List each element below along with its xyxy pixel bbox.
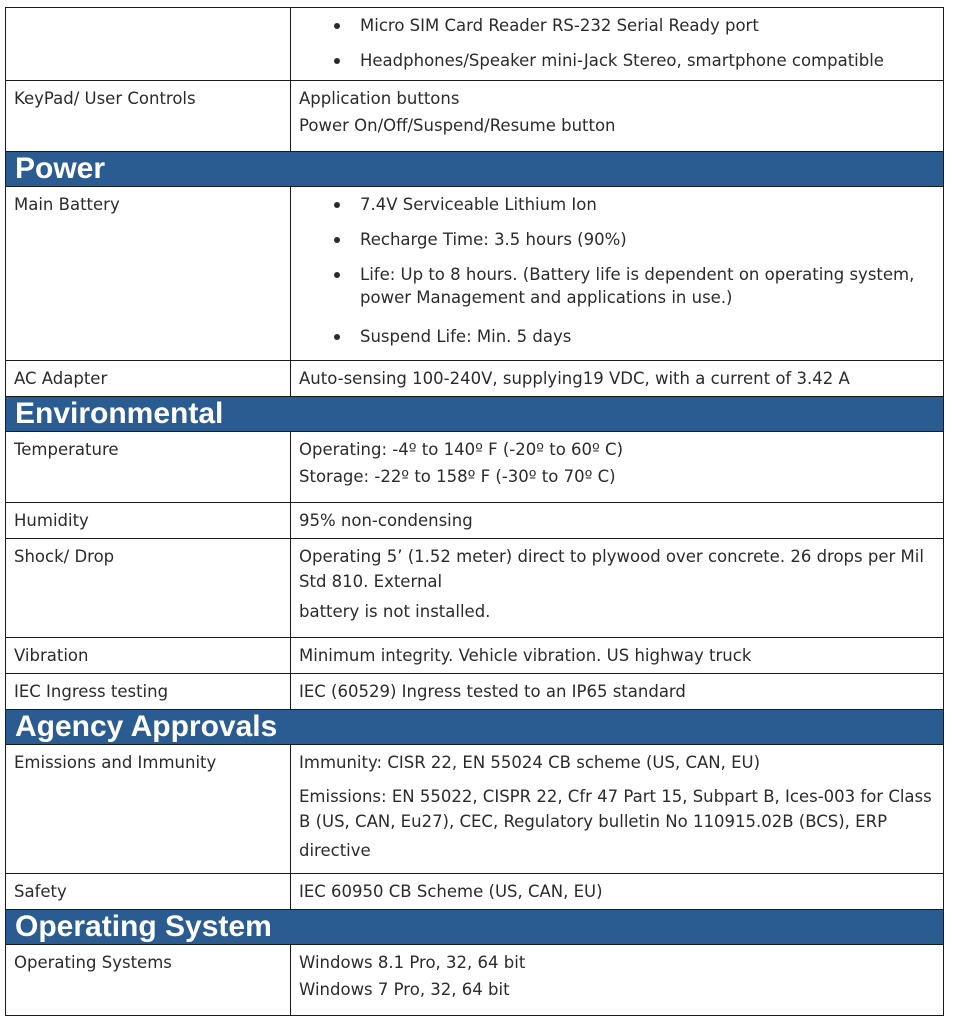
row-value: Immunity: CISR 22, EN 55024 CB scheme (US, CAN, EU) Emissions: EN 55022, CISPR 22, Cfr 47 Part 15, Subpart B, Ices-003 for Class B (US, CAN, Eu27), CEC, Regulatory bulletin No 110915.02B (BCS), ERP directive xyxy=(291,745,944,874)
section-header-agency-approvals xyxy=(6,710,944,745)
row-label: Vibration xyxy=(6,638,291,674)
table-row xyxy=(6,638,944,674)
row-label: Shock/ Drop xyxy=(6,539,291,638)
row-label: Operating Systems xyxy=(6,945,291,1016)
row-value: IEC 60950 CB Scheme (US, CAN, EU) xyxy=(291,874,944,910)
section-title: Power xyxy=(6,152,944,187)
row-label: Main Battery xyxy=(6,187,291,361)
row-label: IEC Ingress testing xyxy=(6,674,291,710)
row-label: AC Adapter xyxy=(6,361,291,397)
table-row xyxy=(6,945,944,1016)
row-value: Auto-sensing 100-240V, supplying19 VDC, with a current of 3.42 A xyxy=(291,361,944,397)
table-row xyxy=(6,81,944,152)
section-title: Environmental xyxy=(6,397,944,432)
row-value: 95% non-condensing xyxy=(291,503,944,539)
table-row xyxy=(6,874,944,910)
row-label: Humidity xyxy=(6,503,291,539)
table-row xyxy=(6,187,944,361)
row-value: Windows 8.1 Pro, 32, 64 bit Windows 7 Pro, 32, 64 bit xyxy=(291,945,944,1016)
row-label: Emissions and Immunity xyxy=(6,745,291,874)
table-row xyxy=(6,745,944,874)
bullet-icon xyxy=(334,23,340,29)
list-item: Recharge Time: 3.5 hours (90%) xyxy=(299,222,935,257)
row-value: Minimum integrity. Vehicle vibration. US highway truck xyxy=(291,638,944,674)
table-row xyxy=(6,674,944,710)
row-label: KeyPad/ User Controls xyxy=(6,81,291,152)
section-header-operating-system xyxy=(6,910,944,945)
bullet-icon xyxy=(334,58,340,64)
bullet-list xyxy=(299,8,935,78)
section-header-environmental xyxy=(6,397,944,432)
section-title: Agency Approvals xyxy=(6,710,944,745)
row-value xyxy=(291,81,944,152)
bullet-list xyxy=(299,187,935,354)
row-value: Operating 5’ (1.52 meter) direct to plywood over concrete. 26 drops per Mil Std 810. External battery is not installed. xyxy=(291,539,944,638)
list-item: Headphones/Speaker mini-Jack Stereo, smartphone compatible xyxy=(299,43,935,78)
section-title: Operating System xyxy=(6,910,944,945)
row-value: IEC (60529) Ingress tested to an IP65 standard xyxy=(291,674,944,710)
spec-table xyxy=(5,7,944,1016)
row-label: Temperature xyxy=(6,432,291,503)
section-header-power xyxy=(6,152,944,187)
row-value xyxy=(291,8,944,81)
value-line: Application buttons xyxy=(299,89,460,108)
list-item: Life: Up to 8 hours. (Battery life is dependent on operating system, power Management and applications in use.) xyxy=(299,257,935,319)
row-value: Operating: -4º to 140º F (-20º to 60º C) Storage: -22º to 158º F (-30º to 70º C) xyxy=(291,432,944,503)
list-item: Micro SIM Card Reader RS-232 Serial Ready port xyxy=(299,8,935,43)
list-item: 7.4V Serviceable Lithium Ion xyxy=(299,187,935,222)
row-value xyxy=(291,187,944,361)
table-row xyxy=(6,361,944,397)
list-item: Suspend Life: Min. 5 days xyxy=(299,319,935,354)
table-row xyxy=(6,8,944,81)
row-label: Safety xyxy=(6,874,291,910)
bullet-icon xyxy=(334,334,340,340)
bullet-icon xyxy=(334,272,340,278)
table-row xyxy=(6,503,944,539)
bullet-icon xyxy=(334,237,340,243)
table-row xyxy=(6,539,944,638)
value-line: Power On/Off/Suspend/Resume button xyxy=(299,116,616,135)
bullet-icon xyxy=(334,202,340,208)
row-label xyxy=(6,8,291,81)
table-row xyxy=(6,432,944,503)
